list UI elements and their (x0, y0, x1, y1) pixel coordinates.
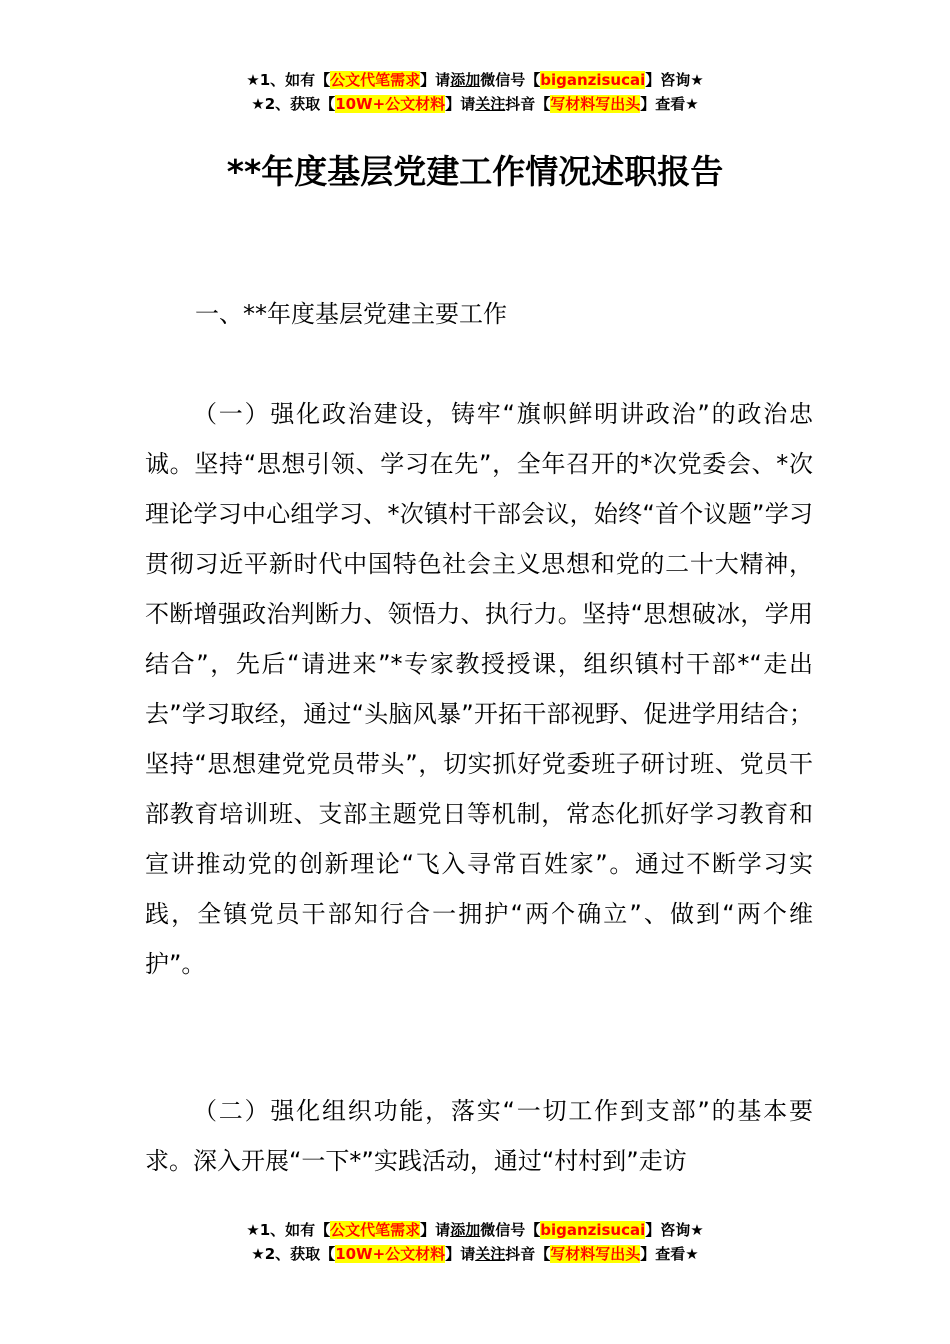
banner-text: 微信号【 (480, 71, 541, 89)
document-title: **年度基层党建工作情况述职报告 (226, 152, 724, 191)
banner-line-1 (0, 68, 950, 92)
banner-text: 微信号【 (480, 1221, 541, 1239)
banner-wechat-id: biganzisucai (540, 1221, 646, 1239)
banner-underline: 添加 (450, 71, 481, 89)
banner-text: ★1、如有【 (246, 71, 331, 89)
banner-underline: 添加 (450, 1221, 481, 1239)
banner-text: 】查看★ (640, 1245, 699, 1263)
banner-text: 】请 (445, 1245, 476, 1263)
banner-text: 】请 (420, 1221, 451, 1239)
banner-highlight: 公文代笔需求 (330, 1221, 421, 1239)
banner-text: 】咨询★ (645, 1221, 704, 1239)
banner-line-2 (0, 1242, 950, 1266)
banner-text: 抖音【 (505, 95, 551, 113)
banner-text: 】请 (445, 95, 476, 113)
banner-highlight: 10W+公文材料 (335, 1245, 446, 1263)
banner-douyin-id: 写材料写出头 (550, 1245, 641, 1263)
banner-text: ★1、如有【 (246, 1221, 331, 1239)
header-banner (0, 68, 950, 116)
banner-text: 】请 (420, 71, 451, 89)
footer-banner (0, 1218, 950, 1266)
banner-text: 】查看★ (640, 95, 699, 113)
banner-underline: 关注 (475, 1245, 506, 1263)
banner-line-2 (0, 92, 950, 116)
body-paragraph-1: （一）强化政治建设，铸牢“旗帜鲜明讲政治”的政治忠诚。坚持“思想引领、学习在先”，全年召开的*次党委会、*次理论学习中心组学习、*次镇村干部会议，始终“首个议题”学习贯彻习近平新时代中国特色社会主义思想和党的二十大精神，不断增强政治判断力、领悟力、执行力。坚持“思想破冰，学用结合”，先后“请进来”*专家教授授课，组织镇村干部*“走出去”学习取经，通过“头脑风暴”开拓干部视野、促进学用结合；坚持“思想建党党员带头”，切实抓好党委班子研讨班、党员干部教育培训班、支部主题党日等机制，常态化抓好学习教育和宣讲推动党的创新理论“飞入寻常百姓家”。通过不断学习实践，全镇党员干部知行合一拥护“两个确立”、做到“两个维护”。 (145, 400, 813, 978)
banner-douyin-id: 写材料写出头 (550, 95, 641, 113)
banner-wechat-id: biganzisucai (540, 71, 646, 89)
banner-text: ★2、获取【 (251, 1245, 336, 1263)
banner-text: 抖音【 (505, 1245, 551, 1263)
banner-highlight: 公文代笔需求 (330, 71, 421, 89)
banner-underline: 关注 (475, 95, 506, 113)
body-paragraph-2: （二）强化组织功能，落实“一切工作到支部”的基本要求。深入开展“一下*”实践活动，通过“村村到”走访 (145, 1097, 813, 1175)
banner-line-1 (0, 1218, 950, 1242)
section-heading: 一、**年度基层党建主要工作 (195, 300, 507, 328)
banner-text: 】咨询★ (645, 71, 704, 89)
banner-highlight: 10W+公文材料 (335, 95, 446, 113)
banner-text: ★2、获取【 (251, 95, 336, 113)
